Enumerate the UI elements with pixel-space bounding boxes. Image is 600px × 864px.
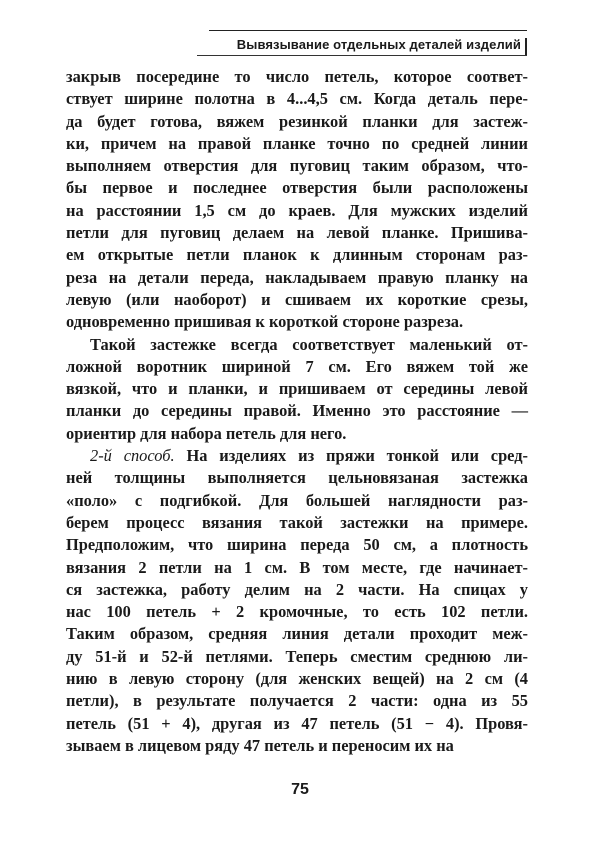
text-line [66, 88, 528, 110]
line-text: ду 51-й и 52-й петлями. Теперь сместим среднюю ли- [66, 646, 528, 666]
text-line [66, 66, 528, 88]
text-line [66, 557, 528, 579]
paragraph [66, 334, 528, 445]
line-text: петли), в результате получается 2 части: одна из 55 [66, 691, 528, 711]
text-line [66, 155, 528, 177]
text-line [66, 423, 528, 445]
line-text: ки, причем на правой планке точно по средней линии [66, 133, 528, 153]
text-line [66, 534, 528, 556]
line-text: петель (51 + 4), другая из 47 петель (51 − 4). Провя- [66, 713, 528, 733]
text-line [66, 378, 528, 400]
line-text: ложной воротник шириной 7 см. Его вяжем той же [66, 356, 528, 376]
line-text: вязкой, что и планки, и пришиваем от середины левой [66, 379, 528, 399]
text-line [66, 311, 528, 333]
paragraph [66, 66, 528, 334]
text-line [66, 512, 528, 534]
line-text: одновременно пришивая к короткой стороне разреза. [66, 312, 464, 332]
running-header-title: Вывязывание отдельных деталей изделий [236, 37, 521, 52]
italic-lead: 2-й способ. [90, 446, 175, 466]
text-line [66, 200, 528, 222]
line-text: Предположим, что ширина переда 50 см, а плотность [66, 535, 528, 555]
line-text: на расстоянии 1,5 см до краев. Для мужских изделий [66, 200, 528, 220]
line-text: «поло» с подгибкой. Для большей наглядности раз- [66, 490, 528, 510]
line-text: выполняем отверстия для пуговиц таким образом, что- [66, 156, 528, 176]
page-body [66, 66, 528, 757]
line-text: петли для пуговиц делаем на левой планке. Пришива- [66, 223, 528, 243]
text-line [66, 646, 528, 668]
text-line [66, 735, 528, 757]
line-text: берем процесс вязания такой застежки на примере. [66, 512, 528, 532]
text-line [66, 601, 528, 623]
line-text: Такой застежке всегда соответствует маленький от- [90, 334, 528, 354]
line-text: вязания 2 петли на 1 см. В том месте, где начинает- [66, 557, 528, 577]
line-text: закрыв посередине то число петель, которое соответ- [66, 67, 528, 86]
text-line [66, 133, 528, 155]
line-text: ся застежка, работу делим на 2 части. На спицах у [66, 579, 528, 599]
text-line [66, 579, 528, 601]
header-rule-top [209, 30, 527, 31]
page-number: 75 [291, 781, 309, 798]
line-text: зываем в лицевом ряду 47 петель и переносим их на [66, 735, 454, 755]
line-text: нию в левую сторону (для женских вещей) на 2 см (4 [66, 669, 528, 689]
line-text: ней толщины выполняется цельновязаная застежка [66, 468, 528, 488]
line-text: ем открытые петли планок к длинным сторонам раз- [66, 245, 528, 265]
text-line [66, 467, 528, 489]
line-text: планки до середины правой. Именно это расстояние — [66, 401, 528, 421]
text-line [66, 177, 528, 199]
line-text: бы первое и последнее отверстия были расположены [66, 178, 528, 198]
text-line [66, 445, 528, 467]
line-text: нас 100 петель + 2 кромочные, то есть 102 петли. [66, 602, 528, 622]
line-text: На изделиях из пряжи тонкой или сред- [174, 446, 528, 466]
header-rule-bottom [197, 55, 527, 56]
text-line [66, 668, 528, 690]
text-line [66, 267, 528, 289]
text-line [66, 289, 528, 311]
line-text: ориентир для набора петель для него. [66, 423, 347, 443]
line-text: Таким образом, средняя линия детали проходит меж- [66, 624, 528, 644]
text-line [66, 623, 528, 645]
text-line [66, 690, 528, 712]
text-line [66, 244, 528, 266]
text-line [66, 111, 528, 133]
text-line [66, 222, 528, 244]
line-text: реза на детали переда, накладываем правую планку на [66, 267, 528, 287]
line-text: левую (или наоборот) и сшиваем их короткие срезы, [66, 289, 528, 309]
text-line [66, 490, 528, 512]
paragraph [66, 445, 528, 757]
text-line [66, 400, 528, 422]
text-line [66, 356, 528, 378]
text-line [66, 713, 528, 735]
line-text: ствует ширине полотна в 4...4,5 см. Когда деталь пере- [66, 89, 528, 109]
line-text: да будет готова, вяжем резинкой планки для застеж- [66, 111, 528, 131]
text-line [66, 334, 528, 356]
running-header [197, 30, 527, 56]
header-rule-side [525, 38, 527, 56]
